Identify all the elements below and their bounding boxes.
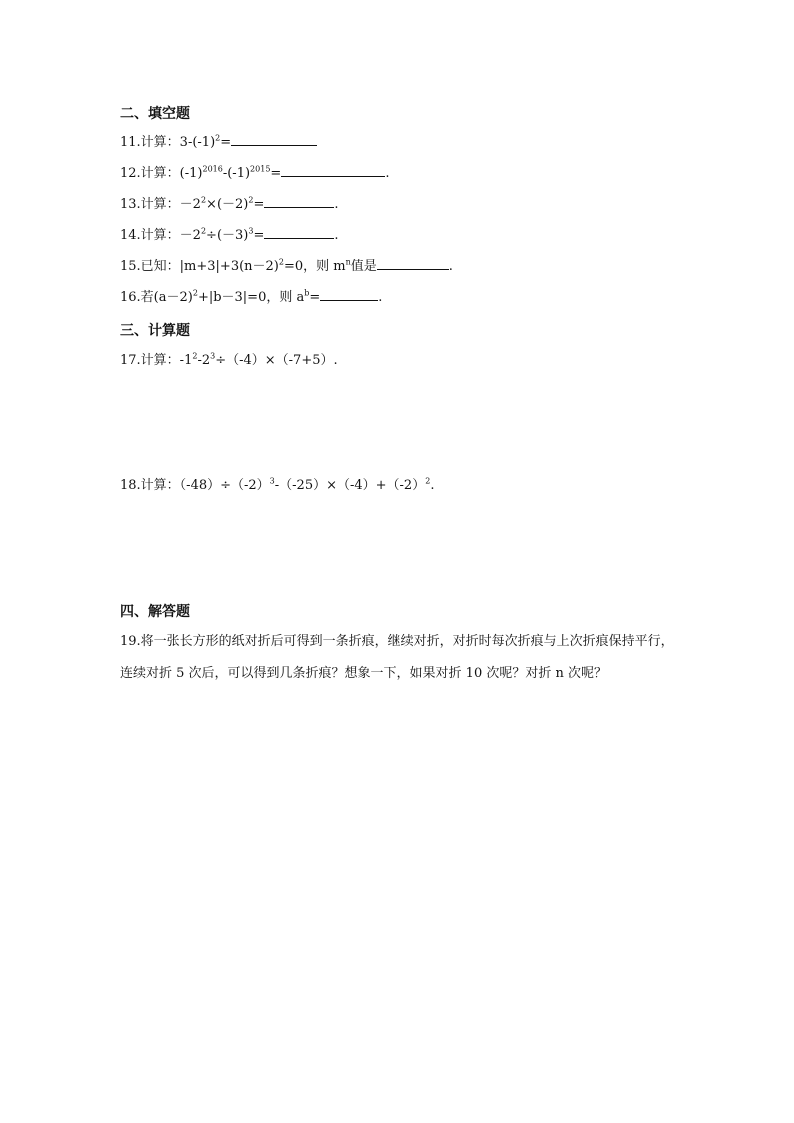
q18-mid: -（-25）×（-4）+（-2）: [274, 478, 426, 493]
q15-text: 15.已知：|m+3|+3(n－2): [120, 259, 279, 274]
q14-mid: ÷(－3): [206, 228, 249, 243]
q15-exp2: n: [345, 257, 351, 267]
answer-blank[interactable]: [264, 226, 334, 239]
q16-tail: =: [309, 290, 321, 305]
q16-text: 16.若(a－2): [120, 290, 193, 305]
q14-text: 14.计算：－2: [120, 228, 201, 243]
q13-text: 13.计算：－2: [120, 197, 201, 212]
q17-exp1: 2: [192, 351, 198, 361]
q14-tail: =: [253, 228, 265, 243]
answer-blank[interactable]: [264, 195, 334, 208]
q13-mid: ×(－2): [206, 197, 249, 212]
q13-exp1: 2: [200, 195, 207, 205]
answer-blank[interactable]: [377, 257, 449, 270]
answer-blank[interactable]: [281, 164, 385, 177]
q12-mid: -(-1): [222, 166, 251, 181]
answer-blank[interactable]: [320, 288, 378, 301]
question-15: [120, 257, 453, 276]
q12-exp2: 2015: [250, 164, 271, 174]
q11-text: 11.计算：3-(-1): [120, 135, 216, 150]
question-17: [120, 352, 338, 370]
answer-blank[interactable]: [231, 133, 317, 146]
q19-line2: 连续对折 5 次后，可以得到几条折痕？想象一下，如果对折 10 次呢？对折 n 次呢？: [120, 666, 607, 681]
q15-end: .: [448, 259, 453, 274]
q17-exp2: 3: [210, 351, 216, 361]
section-title-calculation: 三、计算题: [120, 323, 190, 339]
q17-mid: -2: [197, 353, 211, 368]
q12-tail: =: [270, 166, 282, 181]
q18-exp2: 2: [425, 476, 431, 486]
question-18: [120, 477, 434, 495]
q17-text: 17.计算：-1: [120, 353, 193, 368]
q17-tail: ÷（-4）×（-7+5）.: [215, 353, 338, 368]
q16-exp2: b: [304, 288, 310, 298]
q18-tail: .: [430, 478, 435, 493]
q14-exp1: 2: [200, 226, 207, 236]
question-19: [120, 626, 710, 690]
q13-end: .: [334, 197, 339, 212]
question-13: [120, 195, 339, 214]
q18-exp1: 3: [269, 476, 275, 486]
question-12: [120, 164, 389, 183]
q14-end: .: [334, 228, 339, 243]
exam-page: [120, 0, 720, 1123]
q11-tail: =: [220, 135, 232, 150]
q12-exp1: 2016: [202, 164, 223, 174]
q16-end: .: [378, 290, 383, 305]
q16-exp1: 2: [192, 288, 198, 298]
q19-line1: 19.将一张长方形的纸对折后可得到一条折痕，继续对折，对折时每次折痕与上次折痕保持平行，: [120, 634, 674, 649]
q16-mid: +|b－3|=0，则 a: [197, 290, 305, 305]
section-title-answer: 四、解答题: [120, 604, 190, 620]
q14-exp2: 3: [248, 226, 254, 236]
question-16: [120, 288, 382, 307]
q18-text: 18.计算：（-48）÷（-2）: [120, 478, 270, 493]
question-14: [120, 226, 339, 245]
section-title-fill-blank: 二、填空题: [120, 106, 190, 122]
q15-exp1: 2: [278, 257, 284, 267]
q15-tail: 值是: [350, 259, 377, 274]
q12-end: .: [385, 166, 390, 181]
q15-mid: =0，则 m: [283, 259, 346, 274]
question-11: [120, 133, 317, 152]
q12-text: 12.计算：(-1): [120, 166, 203, 181]
q13-tail: =: [253, 197, 265, 212]
q13-exp2: 2: [248, 195, 254, 205]
q11-exp: 2: [215, 133, 221, 143]
